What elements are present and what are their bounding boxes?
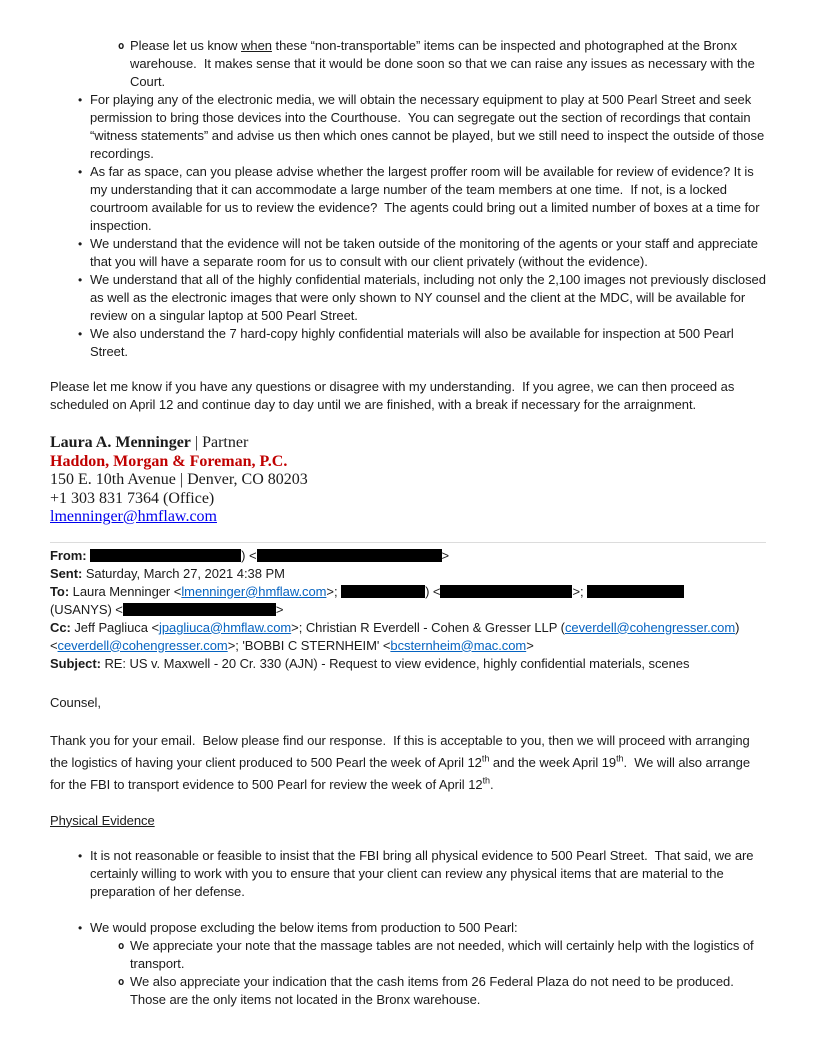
header-from-line [50, 547, 766, 565]
text-run: ) < [425, 583, 441, 599]
text-run: As far as space, can you please advise whether the largest proffer room will be available for review of evidence? It is my understanding that it can accommodate a large number of the team members at one time. If not, is a locked courtroom available for us to review the evidence? The agents could bring out a limited number of boxes at a time for inspection. [90, 164, 764, 233]
circle-bullet-marker: o [118, 975, 125, 988]
bold-run: From: [50, 547, 91, 563]
signature-name-line [50, 434, 766, 453]
section-heading [50, 812, 766, 830]
text-run: ) < [241, 547, 257, 563]
text-run: For playing any of the electronic media, we will obtain the necessary equipment to play at 500 Pearl Street and seek permission to bring those devices into the Courthouse. You can segregate out the section of recordings that contain “witness statements” and advise us then which ones cannot be played, but we still need to inspect the outside of those recordings. [90, 92, 768, 161]
signature-email-line [50, 508, 766, 527]
redaction-bar [440, 585, 572, 598]
text-run: > [275, 601, 284, 617]
signature-firm-line [50, 453, 766, 472]
list-item [50, 271, 770, 325]
underlined-run: Physical Evidence [50, 812, 155, 828]
text-run: ) [735, 619, 740, 635]
list-item-text [90, 235, 766, 271]
list-item-text [90, 919, 766, 937]
list-item-text [130, 973, 766, 1009]
text-run: (USANYS) < [50, 601, 123, 617]
header-subject-line [50, 655, 766, 673]
circle-bullet-marker: o [118, 40, 125, 52]
list-item-sub [50, 37, 766, 91]
text-run: We also appreciate your indication that the cash items from 26 Federal Plaza do not need to be produced. Those are the only items not located in the Bronx warehouse. [130, 973, 738, 1007]
email-header-block [50, 547, 766, 673]
redaction-bar [90, 549, 241, 562]
text-run: Thank you for your email. Below please find our response. If this is acceptable to you, then we will proceed with arranging the logistics of having your client produced to 500 Pearl the week of April 12 [50, 732, 754, 770]
text-run: Please let me know if you have any questions or disagree with my understanding. If you agree, we can then proceed as scheduled on April 12 and continue day to day until we are finished, with a break if necessary for the arraignment. [50, 379, 738, 412]
bullet-marker: • [78, 93, 83, 107]
list-item [50, 91, 766, 163]
message-divider [50, 542, 766, 543]
text-run: We also understand the 7 hard-copy highly confidential materials will also be available for inspection at 500 Pearl Street. [90, 326, 738, 359]
email-link[interactable]: lmenninger@hmflaw.com [181, 583, 327, 599]
bullet-marker: • [78, 237, 83, 251]
text-run: Please let us know [130, 38, 242, 53]
reply-body [50, 694, 766, 1009]
superscript: th [481, 753, 490, 764]
list-item [50, 325, 766, 361]
email-link[interactable]: lmenninger@hmflaw.com [50, 508, 217, 525]
text-run: We understand that the evidence will not be taken outside of the monitoring of the agents or your staff and appreciate that you will have a separate room for us to consult with our client privately (without the evidence). [90, 236, 762, 269]
list-item-text [90, 91, 766, 163]
email-link[interactable]: ceverdell@cohengresser.com [564, 619, 736, 635]
text-run: > [526, 637, 534, 653]
text-run: We understand that all of the highly confidential materials, including not only the 2,100 images not previously disclosed as well as the electronic images that were only shown to NY counsel and the client at the MDC, will be available for review on a singular laptop at 500 Pearl Street. [90, 272, 770, 323]
text-run: We would propose excluding the below items from production to 500 Pearl: [90, 919, 518, 935]
list-item-text [90, 847, 766, 901]
list-item-text [130, 937, 766, 973]
list-item-text [90, 325, 766, 361]
list-item-sub [50, 937, 766, 973]
redaction-bar [257, 549, 442, 562]
header-sent-line [50, 565, 766, 583]
email-link[interactable]: ceverdell@cohengresser.com [57, 637, 228, 653]
text-run: >; 'BOBBI C STERNHEIM' < [227, 637, 391, 653]
text-run: . We will also arrange for the FBI to transport evidence to 500 Pearl for review the week of April 12 [50, 754, 754, 792]
bold-run: Subject: [50, 655, 105, 671]
redaction-bar [341, 585, 425, 598]
firm-name: Haddon, Morgan & Foreman, P.C. [50, 452, 288, 470]
bold-run: Cc: [50, 619, 75, 635]
list-item-sub [50, 973, 766, 1009]
bold-run: To: [50, 583, 73, 599]
text-run: . [489, 776, 494, 792]
header-to-continuation-line [50, 601, 766, 619]
list-item-text [90, 271, 770, 325]
text-run: 150 E. 10th Avenue | Denver, CO 80203 [50, 471, 308, 488]
superscript: th [482, 775, 490, 786]
list-item-text [90, 163, 766, 235]
list-item [50, 235, 766, 271]
underlined-run: when [241, 38, 272, 53]
text-run: It is not reasonable or feasible to insist that the FBI bring all physical evidence to 500 Pearl Street. That said, we are certainly willing to work with you to ensure that your client can review any physical items that are material to the preparation of her defense. [90, 847, 758, 899]
list-item [50, 919, 766, 937]
bold-run: Laura A. Menninger [50, 434, 191, 451]
intro-paragraph [50, 730, 766, 796]
signature-block [50, 434, 766, 527]
text-run: >; [572, 583, 588, 599]
text-run: these “non-transportable” items can be inspected and photographed at the Bronx warehouse. It makes sense that it would be done soon so that we can raise any issues as necessary with the Court. [130, 38, 759, 89]
closing-paragraph [50, 378, 766, 414]
redaction-bar [587, 585, 684, 598]
text-run: > [441, 547, 450, 563]
list-item [50, 163, 766, 235]
signature-address-line [50, 471, 766, 490]
email-link[interactable]: bcsternheim@mac.com [390, 637, 527, 653]
circle-bullet-marker: o [118, 939, 125, 952]
bullet-marker: • [78, 273, 83, 287]
salutation [50, 694, 766, 712]
superscript: th [616, 753, 624, 764]
text-run: We appreciate your note that the massage tables are not needed, which will certainly help with the logistics of transport. [130, 937, 758, 971]
bullet-marker: • [78, 920, 83, 935]
text-run: | Partner [190, 434, 249, 451]
list-item [50, 847, 766, 901]
text-run: >; [326, 583, 342, 599]
text-run: Saturday, March 27, 2021 4:38 PM [85, 565, 285, 581]
text-run: and the week April 19 [489, 754, 617, 770]
text-run: Counsel, [50, 694, 101, 710]
text-run: Jeff Pagliuca < [74, 619, 160, 635]
bold-run: Sent: [50, 565, 86, 581]
bullet-marker: • [78, 327, 83, 341]
header-cc-line [50, 619, 766, 637]
quoted-message-list [50, 37, 770, 361]
email-link[interactable]: jpagliuca@hmflaw.com [159, 619, 292, 635]
header-cc-continuation-line [50, 637, 766, 655]
signature-phone-line [50, 490, 766, 509]
text-run: +1 303 831 7364 (Office) [50, 489, 215, 507]
text-run: RE: US v. Maxwell - 20 Cr. 330 (AJN) - Request to view evidence, highly confidential materials, scenes [104, 655, 690, 671]
bullet-marker: • [78, 165, 83, 179]
list-item-text [130, 37, 766, 91]
text-run: Laura Menninger < [72, 583, 182, 599]
bullet-marker: • [78, 848, 83, 863]
text-run: >; Christian R Everdell - Cohen & Gresser LLP ( [291, 619, 565, 635]
text-run: < [50, 637, 58, 653]
header-to-line [50, 583, 766, 601]
redaction-bar [123, 603, 276, 616]
